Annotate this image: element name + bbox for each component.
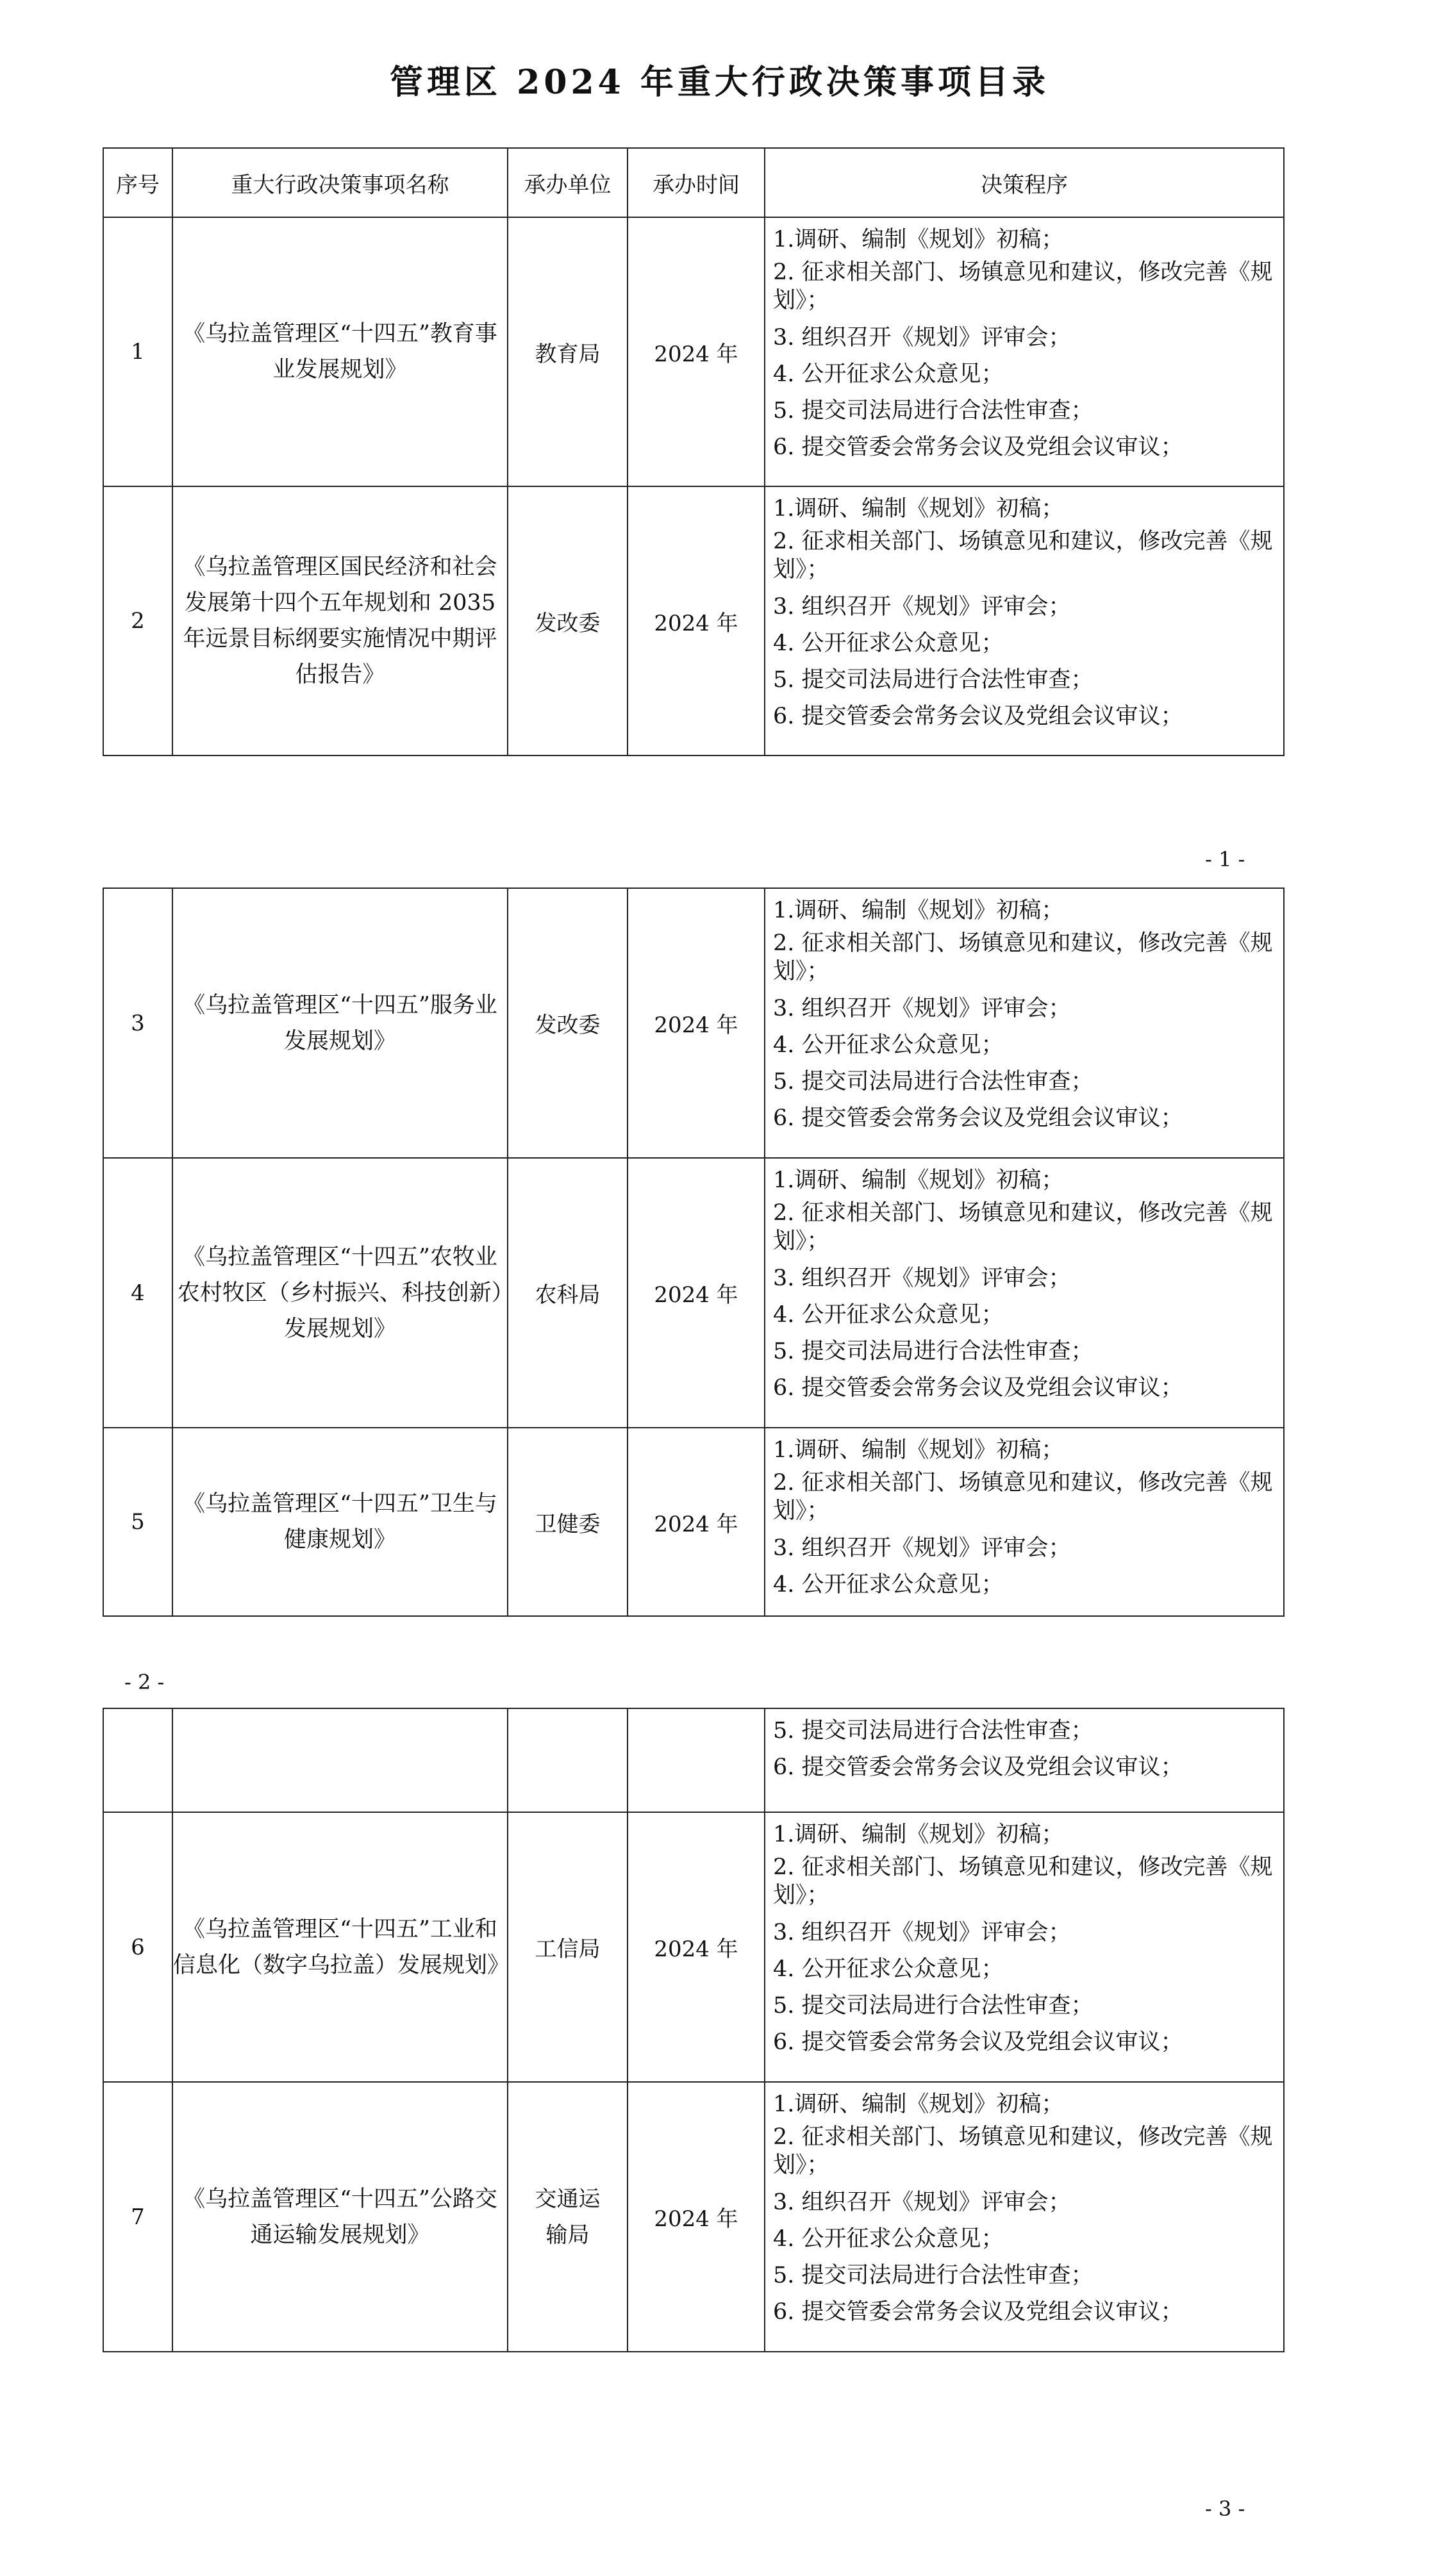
procedure-step: 3. 组织召开《规划》评审会；: [773, 325, 1071, 351]
table-row: [103, 1428, 1284, 1616]
table-row: [103, 2082, 1284, 2352]
row-time: 2024 年: [628, 1812, 765, 2082]
row-seq: 1: [103, 217, 172, 486]
procedure-step: 4. 公开征求公众意见；: [773, 361, 1004, 387]
procedure-step: 6. 提交管委会常务会议及党组会议审议；: [773, 2029, 1183, 2055]
row-time: 2024 年: [628, 1158, 765, 1428]
row-seq: 2: [103, 486, 172, 755]
table-row: [103, 888, 1284, 1158]
procedure-step: 1.调研、编制《规划》初稿；: [773, 1168, 1064, 1193]
procedure-step: 5. 提交司法局进行合法性审查；: [773, 2263, 1094, 2288]
procedure-step: 6. 提交管委会常务会议及党组会议审议；: [773, 704, 1183, 729]
row-name: 《乌拉盖管理区“十四五”教育事业发展规划》: [172, 217, 508, 486]
row-procedure: [765, 888, 1284, 1158]
header-seq: 序号: [103, 148, 172, 217]
procedure-step: 1.调研、编制《规划》初稿；: [773, 898, 1064, 923]
table-row-continuation: [103, 1708, 1284, 1812]
procedure-step: 3. 组织召开《规划》评审会；: [773, 594, 1071, 620]
row-procedure: [765, 1428, 1284, 1616]
procedure-step: 3. 组织召开《规划》评审会；: [773, 996, 1071, 1021]
procedure-step: 5. 提交司法局进行合法性审查；: [773, 398, 1094, 424]
procedure-step: 3. 组织召开《规划》评审会；: [773, 1535, 1071, 1561]
procedure-step: 2. 征求相关部门、场镇意见和建议，修改完善《规划》；: [773, 260, 1273, 313]
procedure-step: 6. 提交管委会常务会议及党组会议审议；: [773, 434, 1183, 460]
procedure-step: 2. 征求相关部门、场镇意见和建议，修改完善《规划》；: [773, 1200, 1273, 1254]
procedure-step: 5. 提交司法局进行合法性审查；: [773, 1339, 1094, 1364]
procedure-step: 2. 征求相关部门、场镇意见和建议，修改完善《规划》；: [773, 1470, 1273, 1524]
header-dept: 承办单位: [508, 148, 628, 217]
procedure-step: 6. 提交管委会常务会议及党组会议审议；: [773, 1754, 1183, 1780]
row-time: 2024 年: [628, 2082, 765, 2352]
procedure-step: 4. 公开征求公众意见；: [773, 1032, 1004, 1058]
procedure-step: 6. 提交管委会常务会议及党组会议审议；: [773, 1375, 1183, 1401]
procedure-step: 5. 提交司法局进行合法性审查；: [773, 1718, 1094, 1744]
row-name: 《乌拉盖管理区“十四五”农牧业农村牧区（乡村振兴、科技创新）发展规划》: [172, 1158, 508, 1428]
table-header-row: [103, 148, 1284, 217]
procedure-step: 1.调研、编制《规划》初稿；: [773, 1437, 1064, 1463]
procedure-step: 2. 征求相关部门、场镇意见和建议，修改完善《规划》；: [773, 930, 1273, 984]
row-dept: 发改委: [508, 888, 628, 1158]
procedure-step: 1.调研、编制《规划》初稿；: [773, 227, 1064, 252]
procedure-step: 6. 提交管委会常务会议及党组会议审议；: [773, 2299, 1183, 2325]
row-procedure: [765, 1812, 1284, 2082]
procedure-step: 3. 组织召开《规划》评审会；: [773, 2190, 1071, 2215]
row-name: 《乌拉盖管理区“十四五”服务业发展规划》: [172, 888, 508, 1158]
row-time: 2024 年: [628, 486, 765, 755]
row-time: 2024 年: [628, 1428, 765, 1616]
procedure-step: 2. 征求相关部门、场镇意见和建议，修改完善《规划》；: [773, 529, 1273, 582]
decision-table-page-1: [103, 147, 1285, 756]
table-row: [103, 1812, 1284, 2082]
row-seq: 5: [103, 1428, 172, 1616]
row-dept: 工信局: [508, 1812, 628, 2082]
page-number: - 3 -: [1205, 2497, 1245, 2521]
row-seq: 7: [103, 2082, 172, 2352]
procedure-step: 4. 公开征求公众意见；: [773, 1956, 1004, 1982]
procedure-step: 3. 组织召开《规划》评审会；: [773, 1266, 1071, 1291]
page-title: 管理区 2024 年重大行政决策事项目录: [390, 63, 1049, 102]
row-dept: 交通运输局: [508, 2082, 628, 2352]
row-seq: 4: [103, 1158, 172, 1428]
row-name: 《乌拉盖管理区国民经济和社会发展第十四个五年规划和 2035 年远景目标纲要实施情况中期评估报告》: [172, 486, 508, 755]
procedure-step: 1.调研、编制《规划》初稿；: [773, 2092, 1064, 2117]
row-seq: 6: [103, 1812, 172, 2082]
row-procedure: [765, 2082, 1284, 2352]
procedure-step: 1.调研、编制《规划》初稿；: [773, 1822, 1064, 1847]
row-procedure: [765, 1158, 1284, 1428]
row-procedure: [765, 486, 1284, 755]
procedure-step: 2. 征求相关部门、场镇意见和建议，修改完善《规划》；: [773, 1854, 1273, 1908]
row-dept: 发改委: [508, 486, 628, 755]
row-dept: 农科局: [508, 1158, 628, 1428]
row-name: 《乌拉盖管理区“十四五”工业和信息化（数字乌拉盖）发展规划》: [172, 1812, 508, 2082]
row-procedure: [765, 1708, 1284, 1812]
row-name: 《乌拉盖管理区“十四五”卫生与健康规划》: [172, 1428, 508, 1616]
procedure-step: 5. 提交司法局进行合法性审查；: [773, 1993, 1094, 2019]
page-number: - 2 -: [124, 1670, 165, 1694]
procedure-step: 5. 提交司法局进行合法性审查；: [773, 1069, 1094, 1094]
decision-table-page-2: [103, 888, 1285, 1617]
row-dept: 教育局: [508, 217, 628, 486]
page-number: - 1 -: [1205, 847, 1245, 871]
row-time: 2024 年: [628, 217, 765, 486]
table-row: [103, 486, 1284, 755]
row-seq: 3: [103, 888, 172, 1158]
row-name: 《乌拉盖管理区“十四五”公路交通运输发展规划》: [172, 2082, 508, 2352]
procedure-step: 4. 公开征求公众意见；: [773, 2226, 1004, 2252]
table-row: [103, 217, 1284, 486]
header-name: 重大行政决策事项名称: [172, 148, 508, 217]
procedure-step: 4. 公开征求公众意见；: [773, 1302, 1004, 1328]
procedure-step: 6. 提交管委会常务会议及党组会议审议；: [773, 1105, 1183, 1131]
decision-table-page-3: [103, 1708, 1285, 2352]
procedure-step: 5. 提交司法局进行合法性审查；: [773, 667, 1094, 693]
procedure-step: 2. 征求相关部门、场镇意见和建议，修改完善《规划》；: [773, 2124, 1273, 2178]
procedure-step: 1.调研、编制《规划》初稿；: [773, 496, 1064, 522]
header-time: 承办时间: [628, 148, 765, 217]
procedure-step: 4. 公开征求公众意见；: [773, 631, 1004, 656]
procedure-step: 4. 公开征求公众意见；: [773, 1572, 1004, 1598]
procedure-step: 3. 组织召开《规划》评审会；: [773, 1920, 1071, 1945]
row-time: 2024 年: [628, 888, 765, 1158]
table-row: [103, 1158, 1284, 1428]
row-dept: 卫健委: [508, 1428, 628, 1616]
header-procedure: 决策程序: [765, 148, 1284, 217]
row-procedure: [765, 217, 1284, 486]
